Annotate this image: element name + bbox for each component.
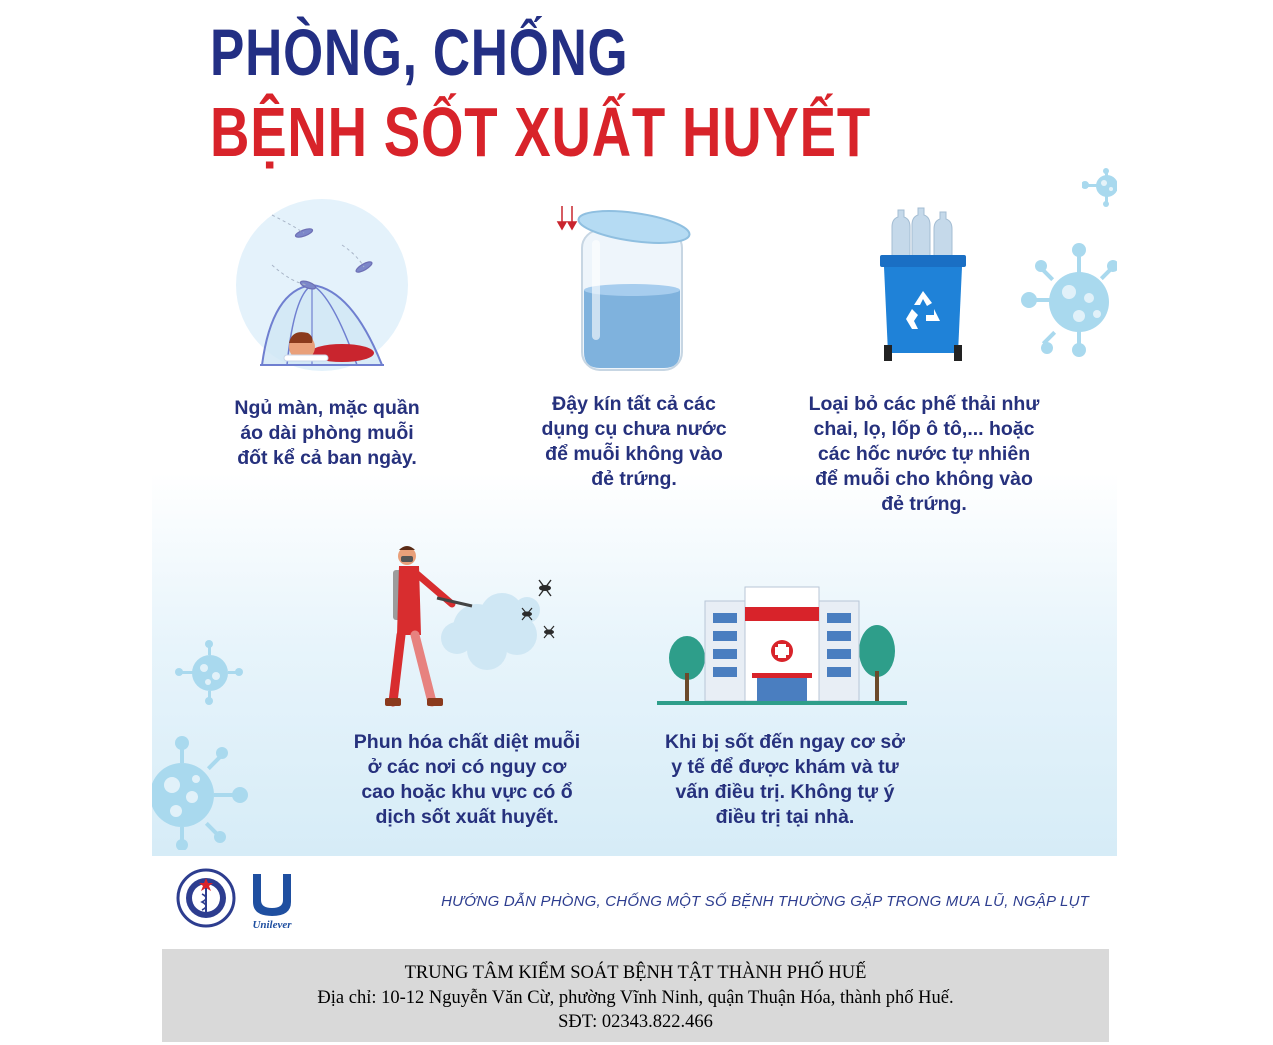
tip-line: vấn điều trị. Không tự ý	[675, 781, 895, 803]
tip-line: Phun hóa chất diệt muỗi	[353, 731, 581, 753]
virus-icon	[1017, 240, 1117, 360]
tip-spray-chemical	[332, 730, 602, 830]
contact-info-box	[162, 949, 1109, 1042]
tip-line: dụng cụ chưa nước	[541, 418, 727, 440]
tip-line: để muỗi không vào	[545, 443, 723, 465]
tip-line: cao hoặc khu vực có ổ	[361, 781, 573, 803]
tip-line: Đậy kín tất cả các	[552, 393, 716, 415]
tip-line: các hốc nước tự nhiên	[817, 443, 1031, 465]
tip-seek-medical	[640, 730, 930, 830]
covered-jar-icon	[552, 200, 697, 375]
mosquito-net-icon	[232, 195, 412, 375]
tip-line: chai, lọ, lốp ô tô,... hoặc	[813, 418, 1035, 440]
poster	[152, 0, 1117, 940]
tip-remove-waste	[784, 392, 1064, 517]
tip-line: áo dài phòng muỗi	[240, 422, 414, 444]
tip-cover-water	[514, 392, 754, 492]
unilever-logo	[247, 870, 297, 930]
address: Địa chỉ: 10-12 Nguyễn Văn Cừ, phường Vĩnh Ninh, quận Thuận Hóa, thành phố Huế.	[317, 987, 954, 1008]
tip-line: đẻ trứng.	[881, 493, 967, 515]
tip-line: Ngủ màn, mặc quần	[234, 397, 420, 419]
virus-icon	[174, 640, 244, 705]
svg-text:Unilever: Unilever	[252, 919, 292, 930]
tip-line: y tế để được khám và tư	[671, 756, 899, 778]
tip-sleep-net	[212, 396, 442, 471]
title-line-1: PHÒNG, CHỐNG	[210, 15, 629, 89]
tip-line: đẻ trứng.	[591, 468, 677, 490]
virus-icon	[1082, 168, 1117, 208]
phone: SĐT: 02343.822.466	[558, 1012, 713, 1032]
hospital-icon	[657, 583, 907, 708]
sprayer-person-icon	[377, 540, 572, 710]
tip-line: dịch sốt xuất huyết.	[375, 806, 559, 828]
tip-line: Khi bị sốt đến ngay cơ sở	[664, 731, 906, 753]
org-name: TRUNG TÂM KIỂM SOÁT BỆNH TẬT THÀNH PHỐ HUẾ	[404, 963, 867, 983]
virus-icon	[152, 735, 252, 850]
tip-line: Loại bỏ các phế thải như	[808, 393, 1040, 415]
ministry-of-health-logo	[176, 868, 236, 928]
tip-line: đốt kể cả ban ngày.	[237, 447, 417, 469]
tip-line: điều trị tại nhà.	[715, 806, 855, 828]
footer-note: HƯỚNG DẪN PHÒNG, CHỐNG MỘT SỐ BỆNH THƯỜNG GẶP TRONG MƯA LŨ, NGẬP LỤT	[441, 893, 1089, 910]
recycle-bin-icon	[874, 205, 974, 365]
tip-line: để muỗi cho không vào	[815, 468, 1033, 490]
title-line-2: BỆNH SỐT XUẤT HUYẾT	[210, 93, 871, 171]
tip-line: ở các nơi có nguy cơ	[367, 756, 567, 778]
